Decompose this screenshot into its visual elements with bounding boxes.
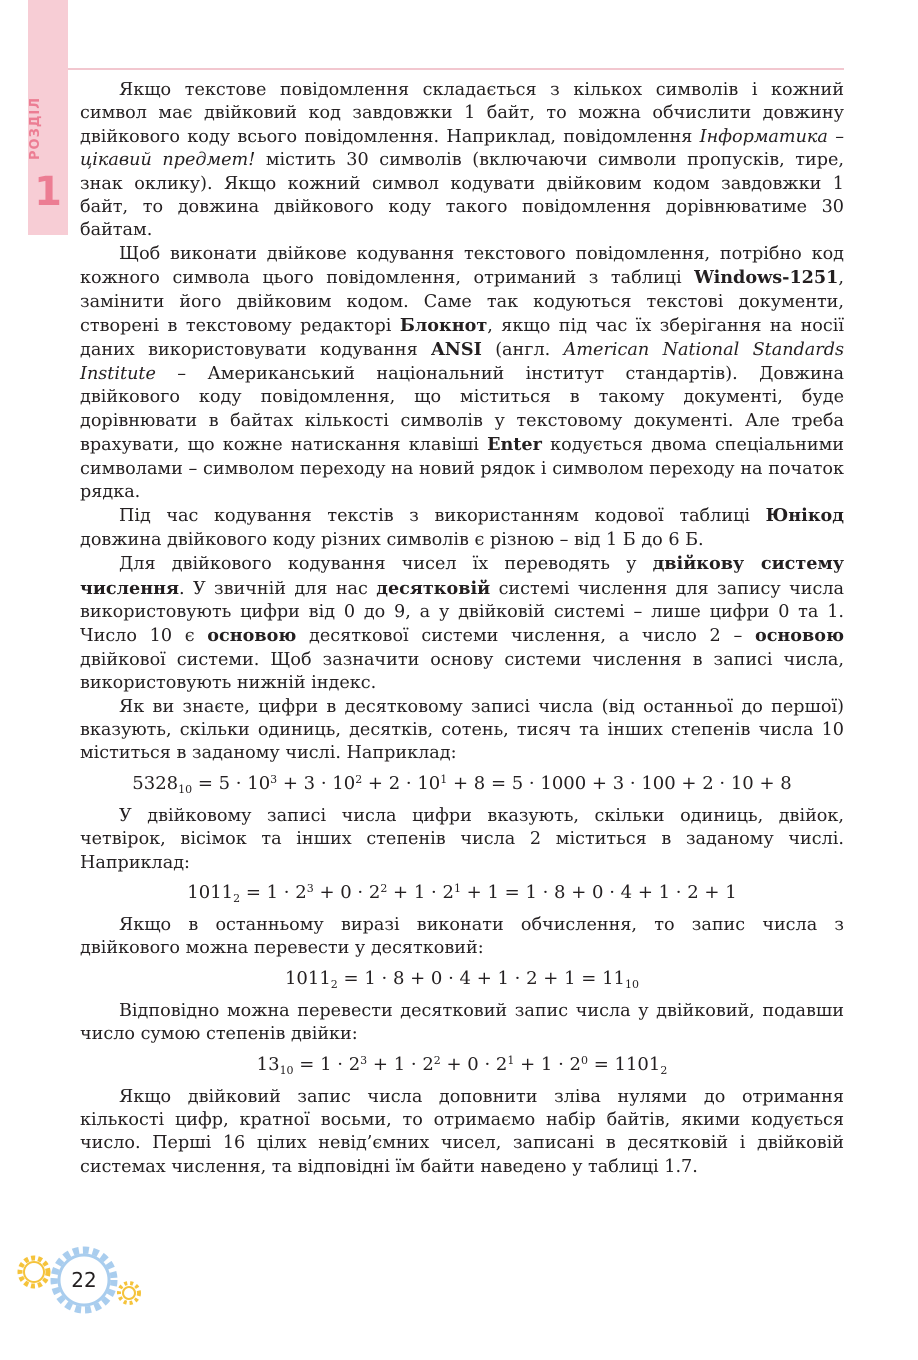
term-base-1: основою xyxy=(207,625,297,647)
paragraph-2: Щоб виконати двійкове кодування текстового повідомлення, потрібно код кожного символа цього повідомлення, отриманий з таблиці Windows-1251, замінити його двійковим кодом. Саме так кодуються текстові документи, створені в текстовому редакторі Блокнот, якщо під час їх зберігання на носії даних використовувати кодування ANSI (англ. American National Standards Institute – Американський національний інститут стандартів). Довжина двійкового коду повідомлення, що міститься в такому документі, буде дорівнювати в байтах кількості символів у текстовому документі. Але треба врахувати, що кожне натискання клавіші Enter кодується двома спеціальними символами – символом переходу на новий рядок і символом переходу на початок рядка. xyxy=(80,243,845,502)
paragraph-3: Під час кодування текстів з використанням кодової таблиці Юнікод довжина двійкового коду різних символів є різною – від 1 Б до 6 Б. xyxy=(80,505,844,550)
formula-4: $13_{10} = 1 \cdot 2^3 + 1 \cdot 2^2 + 0 \cdot 2^1 + 1 \cdot 2^0 = 1101_2$ xyxy=(256,1053,668,1077)
term-ansi: ANSI xyxy=(431,339,482,361)
term-decimal: десятковій xyxy=(376,577,491,599)
formula-3: $1011_2 = 1 \cdot 8 + 0 \cdot 4 + 1 \cdot 2 + 1 = 11_{10}$ xyxy=(284,967,639,991)
paragraph-6: У двійковому записі числа цифри вказують, скільки одиниць, двійок, четвірок, вісімок та інших степенів числа 2 міститься в заданому числі. Наприклад: xyxy=(80,805,844,873)
small-gear-left-icon xyxy=(20,1258,48,1286)
term-base-2: основою xyxy=(754,625,845,647)
ansi-expansion: American National Standards Institute xyxy=(80,340,844,384)
formula-2: $1011_2 = 1 \cdot 2^3 + 0 \cdot 2^2 + 1 \cdot 2^1 + 1 = 1 \cdot 8 + 0 \cdot 4 + 1 \cdot 2 + 1$ xyxy=(187,882,737,905)
paragraph-5: Як ви знаєте, цифри в десятковому записі числа (від останньої до першої) вказують, скільки одиниць, десятків, сотень, тисяч та інших степенів числа 10 міститься в заданому числі. Наприклад: xyxy=(80,696,844,764)
term-windows-1251: Windows-1251 xyxy=(694,267,839,289)
paragraph-9: Якщо двійковий запис числа доповнити зліва нулями до отримання кількості цифр, кратної восьми, то отримаємо набір байтів, якими кодується число. Перші 16 цілих невід’ємних чисел, записані в десятковій і двійковій системах числення, та відповідні їм байти наведено у таблиці 1.7. xyxy=(80,1086,844,1177)
term-notepad: Блокнот xyxy=(399,315,488,337)
section-label: РОЗДІЛ xyxy=(28,96,43,160)
term-unicode: Юнікод xyxy=(765,505,844,527)
header-rule xyxy=(68,68,844,70)
section-number: 1 xyxy=(34,169,62,215)
example-message: Інформатика – цікавий предмет! xyxy=(80,126,845,171)
paragraph-7: Якщо в останньому виразі виконати обчислення, то запис числа з двійкового можна перевести у десятковий: xyxy=(80,915,844,959)
paragraph-8: Відповідно можна перевести десятковий запис числа у двійковий, подавши число сумою степенів двійки: xyxy=(80,1000,844,1045)
page-body xyxy=(80,79,844,1179)
paragraph-1: Якщо текстове повідомлення складається з кількох символів і кожний символ має двійковий код завдовжки 1 байт, то можна обчислити довжину двійкового коду всього повідомлення. Наприклад, повідомлення Інформатика – цікавий предмет! містить 30 символів (включаючи символи пропусків, тире, знак оклику). Якщо кожний символ кодувати двійковим кодом завдовжки 1 байт, то довжина двійкового коду такого повідомлення дорівнюватиме 30 байтам. xyxy=(80,80,845,241)
page-number: 22 xyxy=(71,1268,97,1292)
section-tab xyxy=(28,0,68,235)
paragraph-4: Для двійкового кодування чисел їх переводять у двійкову систему числення. У звичній для нас десятковій системі числення для запису числа використовують цифри від 0 до 9, а у двійковій системі – лише цифри 0 та 1. Число 10 є основою десяткової системи числення, а число 2 – основою двійкової системи. Щоб зазначити основу системи числення в записі числа, використовують нижній індекс. xyxy=(80,553,845,694)
formula-1: $5328_{10} = 5 \cdot 10^3 + 3 \cdot 10^2 + 2 \cdot 10^1 + 8 = 5 \cdot 1000 + 3 \cdot 100 + 2 \cdot 10 + 8$ xyxy=(132,772,792,796)
term-enter: Enter xyxy=(487,434,542,456)
small-gear-right-icon xyxy=(119,1283,139,1303)
term-binary-system: двійкову систему числення xyxy=(80,553,844,599)
